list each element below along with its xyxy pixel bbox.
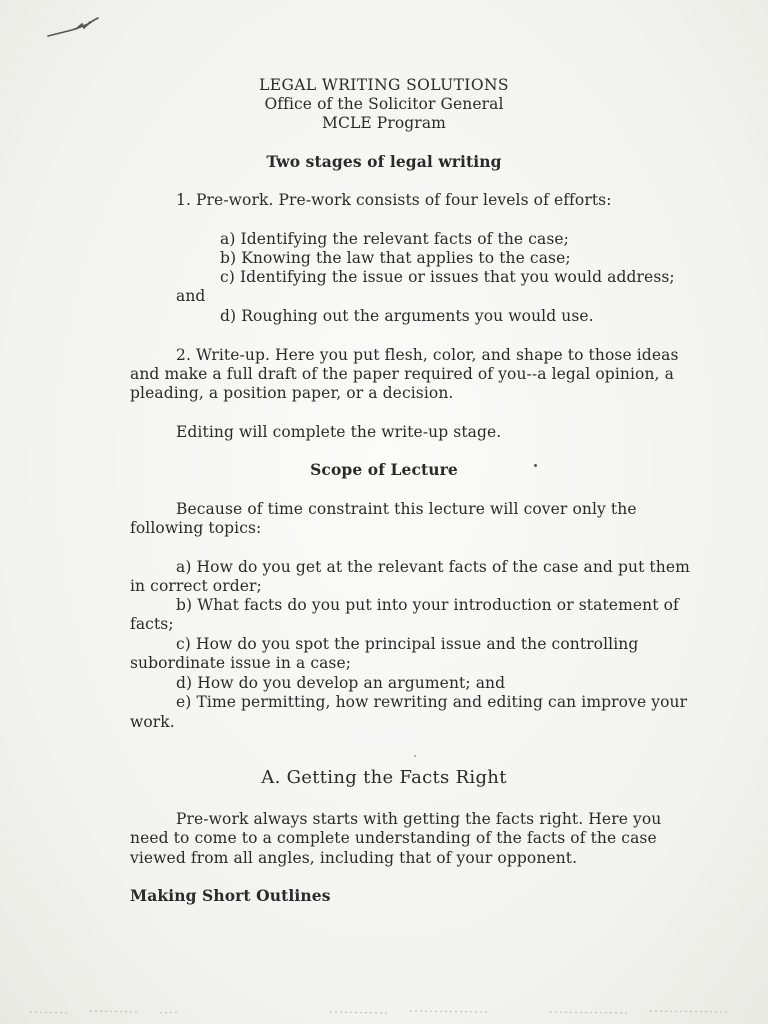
topic-line: subordinate issue in a case; (130, 654, 352, 672)
topic-line: in correct order; (130, 577, 262, 595)
stages-heading: Two stages of legal writing (266, 152, 502, 171)
writeup-line-3: pleading, a position paper, or a decision. (130, 384, 454, 402)
topic-line: c) How do you spot the principal issue and the controlling (176, 635, 639, 653)
facts-heading: A. Getting the Facts Right (261, 767, 507, 788)
scan-speck (414, 755, 416, 757)
prework-item-c: c) Identifying the issue or issues that you would address; (220, 268, 675, 286)
topic-line: work. (130, 713, 175, 731)
handwritten-mark (46, 14, 102, 44)
scope-heading: Scope of Lecture (310, 460, 458, 479)
prework-item-a: a) Identifying the relevant facts of the case; (220, 230, 569, 248)
scope-intro-line-2: following topics: (130, 519, 262, 537)
writeup-line-1: 2. Write-up. Here you put flesh, color, and shape to those ideas (176, 346, 679, 364)
scan-edge-noise (30, 1008, 750, 1016)
topic-line: e) Time permitting, how rewriting and editing can improve your (176, 693, 688, 711)
topic-line: a) How do you get at the relevant facts of the case and put them (176, 558, 690, 576)
outlines-subheading: Making Short Outlines (130, 886, 331, 905)
topic-line: facts; (130, 615, 174, 633)
program-name: MCLE Program (322, 114, 446, 132)
topic-line: b) What facts do you put into your introduction or statement of (176, 596, 679, 614)
prework-item-d: d) Roughing out the arguments you would use. (220, 307, 594, 325)
writeup-line-2: and make a full draft of the paper required of you--a legal opinion, a (130, 365, 674, 383)
editing-note: Editing will complete the write-up stage. (176, 423, 502, 441)
office-name: Office of the Solicitor General (264, 95, 504, 113)
document-title: LEGAL WRITING SOLUTIONS (259, 76, 509, 94)
scope-intro-line-1: Because of time constraint this lecture will cover only the (176, 500, 637, 518)
prework-item-b: b) Knowing the law that applies to the case; (220, 249, 571, 267)
scan-speck (534, 464, 537, 467)
facts-para-line-1: Pre-work always starts with getting the facts right. Here you (176, 810, 662, 828)
prework-intro: 1. Pre-work. Pre-work consists of four levels of efforts: (176, 191, 612, 209)
facts-para-line-3: viewed from all angles, including that of your opponent. (130, 849, 578, 867)
topic-line: d) How do you develop an argument; and (176, 674, 506, 692)
facts-para-line-2: need to come to a complete understanding of the facts of the case (130, 829, 657, 847)
prework-and: and (176, 287, 206, 305)
